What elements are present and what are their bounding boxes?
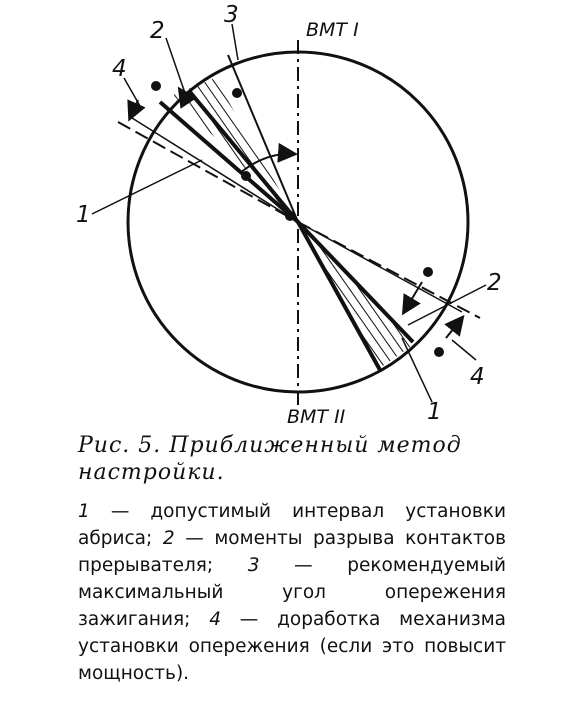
legend-text-3: — рекомендуемый максимальный угол опережения зажигания; bbox=[78, 555, 506, 630]
figure-legend bbox=[78, 498, 506, 687]
legend-num-4: 4 bbox=[209, 609, 221, 630]
legend-num-2: 2 bbox=[162, 528, 175, 549]
dot-1 bbox=[151, 81, 161, 91]
leader-label-1-right bbox=[402, 338, 432, 402]
hatched-sector-bottom bbox=[298, 222, 413, 368]
leader-label-3 bbox=[232, 24, 238, 60]
leader-label-1-left bbox=[92, 160, 202, 214]
legend-num-3: 3 bbox=[247, 555, 260, 576]
legend-text-4: — доработка механизма установки опережения (если это повысит мощность). bbox=[78, 609, 507, 684]
center-dot bbox=[285, 211, 295, 221]
arrow-bottom-right bbox=[404, 282, 422, 312]
legend-text-1: — допустимый интервал установки абриса; bbox=[78, 501, 506, 549]
dashed-line-top bbox=[118, 122, 298, 222]
label-2-right: 2 bbox=[487, 270, 502, 296]
dot-3 bbox=[241, 171, 251, 181]
label-1-right: 1 bbox=[427, 399, 442, 425]
leader-label-2-top bbox=[166, 38, 186, 96]
tdc-top-label: ВМТ I bbox=[306, 19, 359, 41]
figure-caption bbox=[78, 432, 518, 486]
interval-line-2a bbox=[190, 92, 298, 222]
label-3: 3 bbox=[224, 2, 239, 28]
leader-label-2-right bbox=[408, 285, 486, 325]
caption-line-2: настройки. bbox=[78, 460, 225, 485]
caption-line-1: Рис. 5. Приближенный метод bbox=[78, 433, 462, 458]
label-1-left: 1 bbox=[76, 202, 91, 228]
label-4-bottom: 4 bbox=[470, 364, 485, 390]
label-2-top: 2 bbox=[150, 18, 165, 44]
arrow-top-left bbox=[130, 100, 138, 118]
label-4-top: 4 bbox=[112, 56, 127, 82]
dot-2 bbox=[232, 88, 242, 98]
dot-4 bbox=[423, 267, 433, 277]
arrow-bottom-right-2 bbox=[446, 318, 462, 338]
legend-num-1: 1 bbox=[78, 501, 90, 522]
leader-label-4-top bbox=[124, 78, 140, 106]
dot-5 bbox=[434, 347, 444, 357]
legend-text-2: — моменты разрыва контактов прерывателя; bbox=[78, 528, 506, 576]
tdc-bottom-label: ВМТ II bbox=[287, 406, 346, 428]
leader-label-4-bottom bbox=[452, 340, 476, 360]
